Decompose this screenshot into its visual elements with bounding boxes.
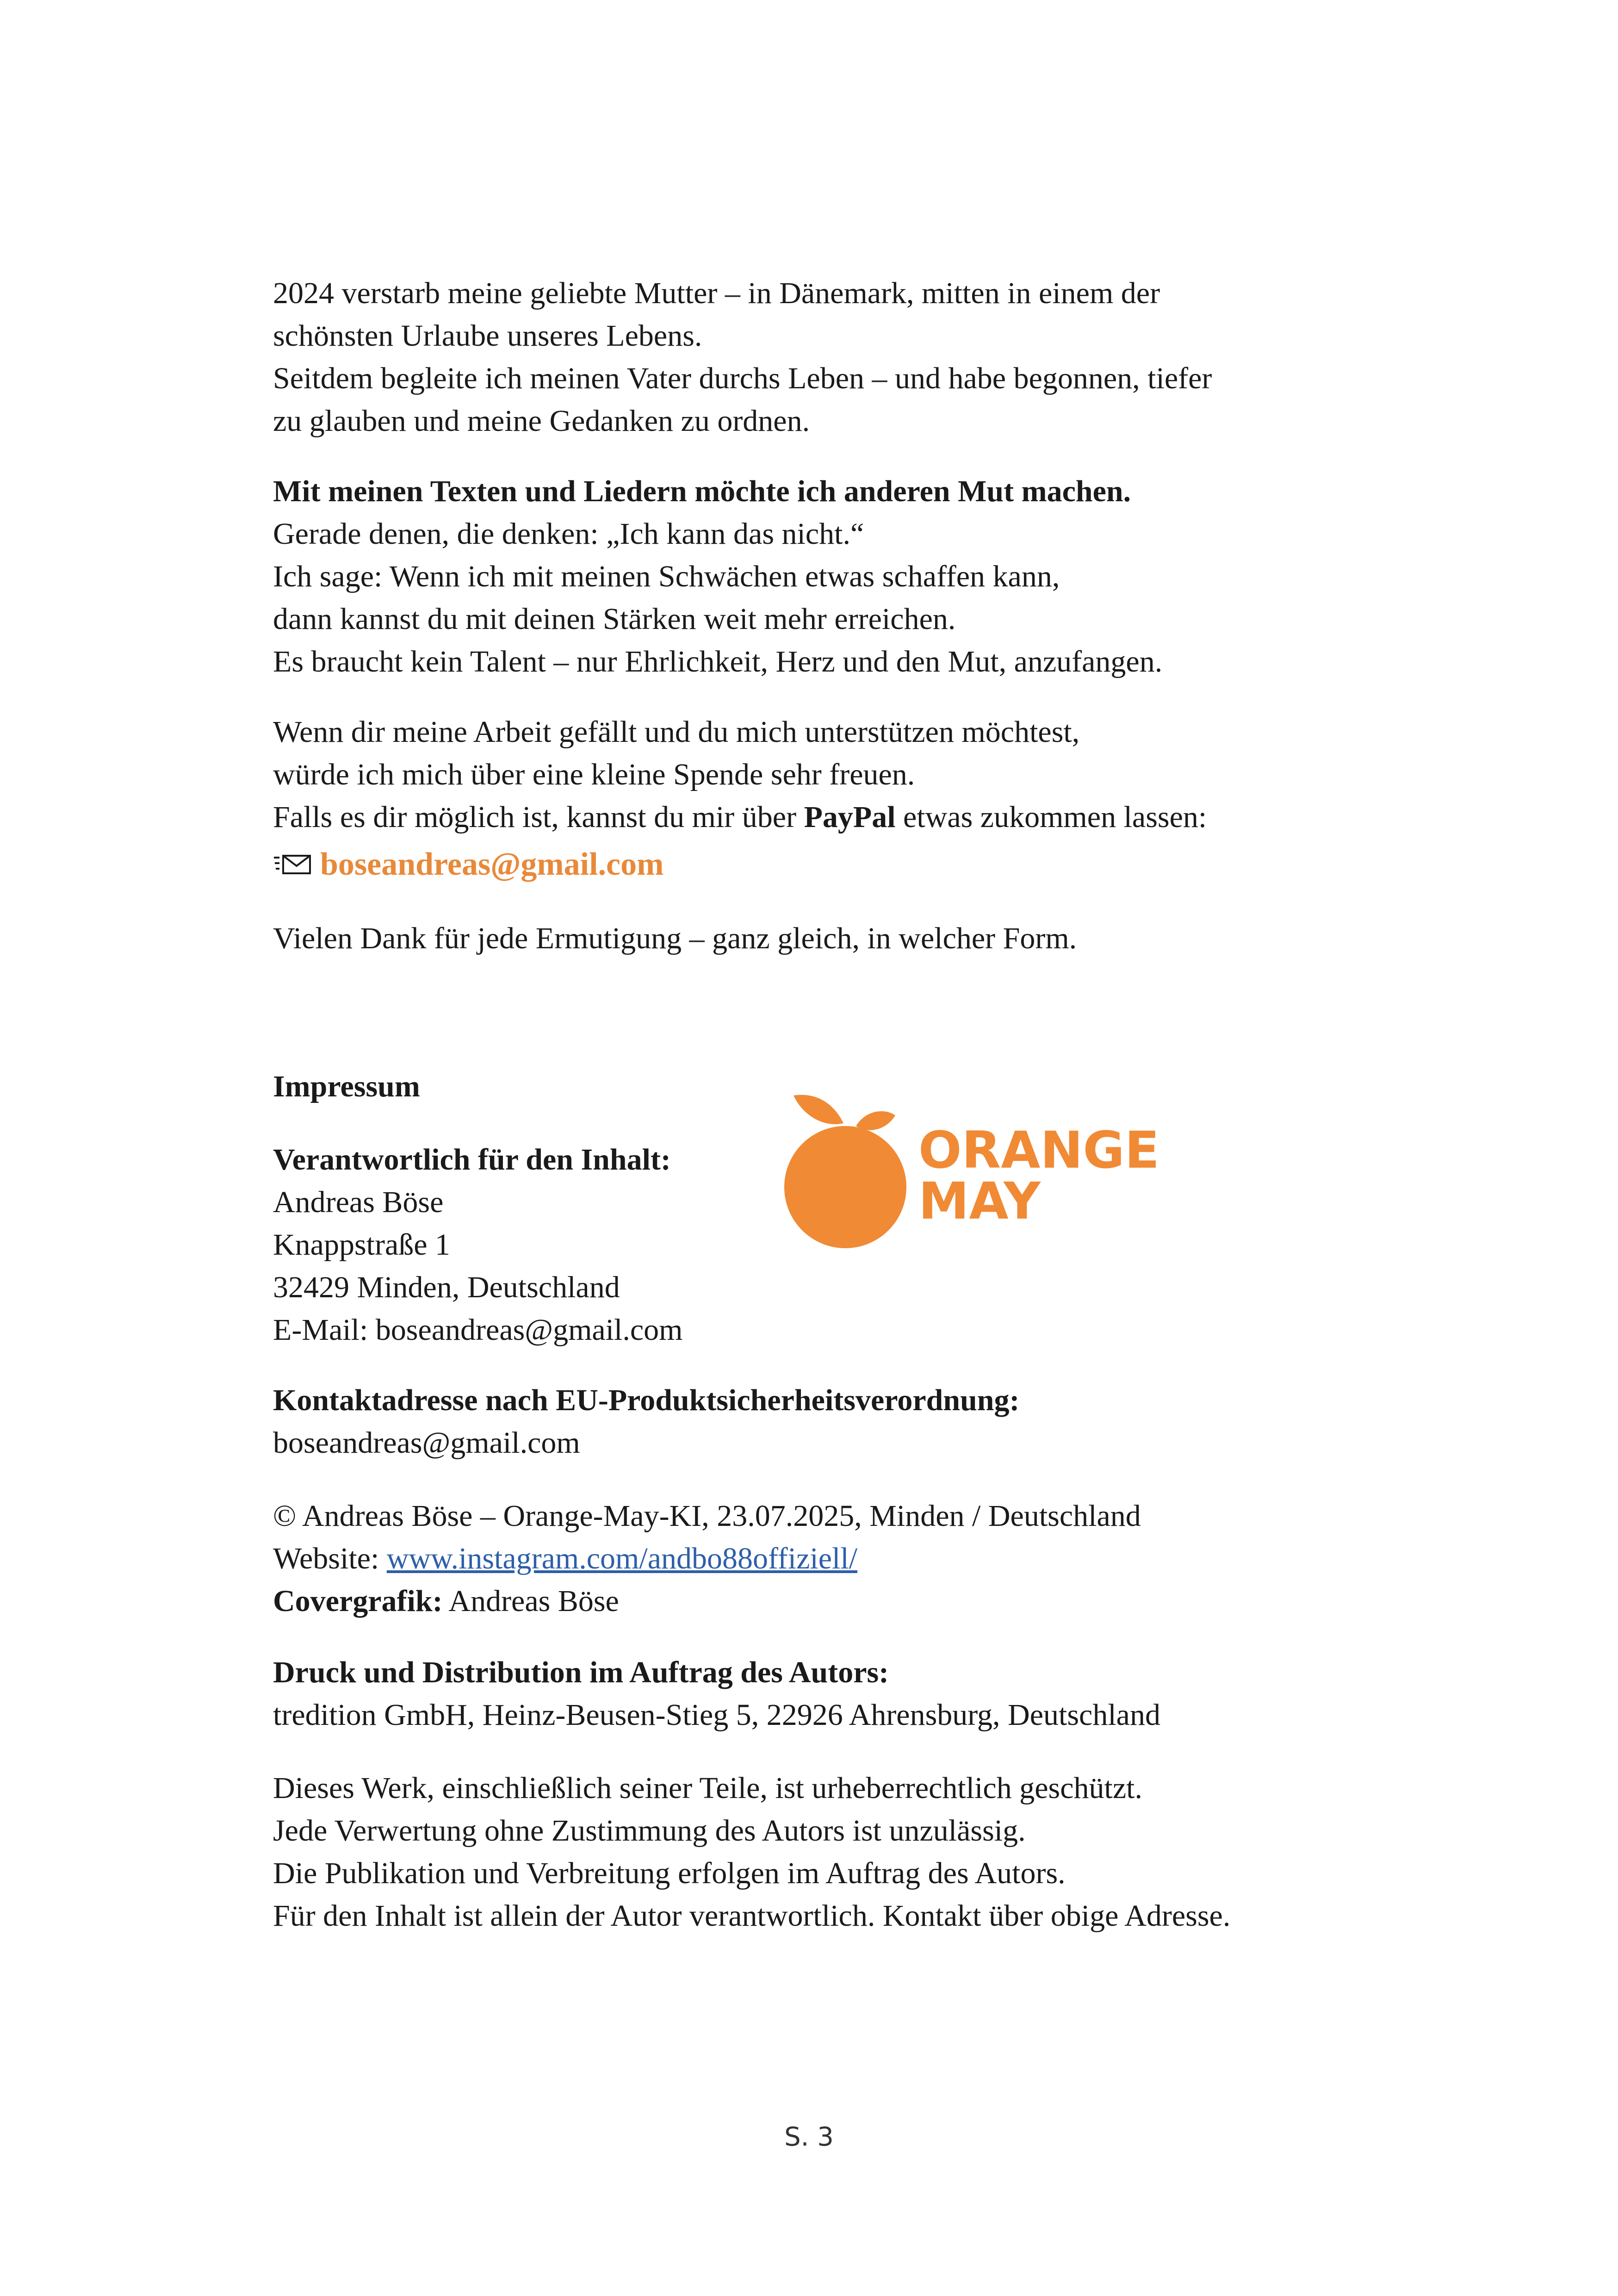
page-number: S. 3 [784,2122,834,2152]
courage-heading: Mit meinen Texten und Liedern möchte ich anderen Mut machen. [273,474,1131,508]
courage-line: dann kannst du mit deinen Stärken weit mehr erreichen. [273,602,956,636]
copyright-line: © Andreas Böse – Orange-May-KI, 23.07.2025, Minden / Deutschland [273,1499,1141,1533]
author-name: Andreas Böse [273,1185,444,1219]
contact-block [273,1379,1383,1464]
legal-line: Für den Inhalt ist allein der Autor verantwortlich. Kontakt über obige Adresse. [273,1899,1231,1933]
print-heading: Druck und Distribution im Auftrag des Autors: [273,1655,889,1689]
cover-line [273,1580,1383,1623]
logo-text-may: MAY [918,1171,1041,1231]
intro-line: 2024 verstarb meine geliebte Mutter – in Dänemark, mitten in einem der [273,276,1160,310]
support-line: würde ich mich über eine kleine Spende sehr freuen. [273,758,915,791]
courage-line: Es braucht kein Talent – nur Ehrlichkeit, Herz und den Mut, anzufangen. [273,645,1163,678]
support-text: Falls es dir möglich ist, kannst du mir über [273,800,804,834]
legal-line: Die Publikation und Verbreitung erfolgen im Auftrag des Autors. [273,1856,1066,1890]
print-block [273,1651,1383,1736]
support-paragraph [273,711,1383,839]
website-link[interactable]: www.instagram.com/andbo88offiziell/ [386,1542,858,1575]
logo-text-orange: ORANGE [918,1120,1159,1180]
intro-paragraph [273,272,1383,442]
author-email: E-Mail: boseandreas@gmail.com [273,1313,683,1347]
courage-paragraph [273,470,1383,683]
website-label: Website: [273,1542,387,1575]
author-street: Knappstraße 1 [273,1228,451,1262]
print-value: tredition GmbH, Heinz-Beusen-Stieg 5, 22926 Ahrensburg, Deutschland [273,1698,1160,1732]
mail-icon [273,854,312,875]
orange-may-logo [780,1090,1159,1252]
support-line: Wenn dir meine Arbeit gefällt und du mich unterstützen möchtest, [273,715,1080,749]
cover-value: Andreas Böse [442,1584,619,1618]
intro-line: zu glauben und meine Gedanken zu ordnen. [273,404,810,438]
paypal-email-row [273,843,1383,886]
contact-heading: Kontaktadresse nach EU-Produktsicherheitsverordnung: [273,1383,1020,1417]
impressum-title: Impressum [273,1070,420,1103]
courage-line: Gerade denen, die denken: „Ich kann das nicht.“ [273,517,864,551]
paypal-email-link[interactable]: boseandreas@gmail.com [320,846,664,882]
responsible-heading: Verantwortlich für den Inhalt: [273,1143,671,1176]
thanks-line: Vielen Dank für jede Ermutigung – ganz gleich, in welcher Form. [273,921,1077,955]
contact-email: boseandreas@gmail.com [273,1426,580,1460]
cover-label: Covergrafik: [273,1584,443,1618]
courage-line: Ich sage: Wenn ich mit meinen Schwächen etwas schaffen kann, [273,560,1060,593]
paypal-label: PayPal [804,800,896,834]
author-city: 32429 Minden, Deutschland [273,1270,620,1304]
legal-line: Dieses Werk, einschließlich seiner Teile, ist urheberrechtlich geschützt. [273,1771,1142,1805]
website-line [273,1537,1383,1580]
support-line [273,796,1383,839]
intro-line: schönsten Urlaube unseres Lebens. [273,319,702,353]
copyright-block [273,1495,1383,1623]
legal-block [273,1767,1383,1937]
support-text: etwas zukommen lassen: [895,800,1207,834]
intro-line: Seitdem begleite ich meinen Vater durchs Leben – und habe begonnen, tiefer [273,361,1212,395]
legal-line: Jede Verwertung ohne Zustimmung des Autors ist unzulässig. [273,1814,1026,1848]
thanks-paragraph [273,917,1383,960]
